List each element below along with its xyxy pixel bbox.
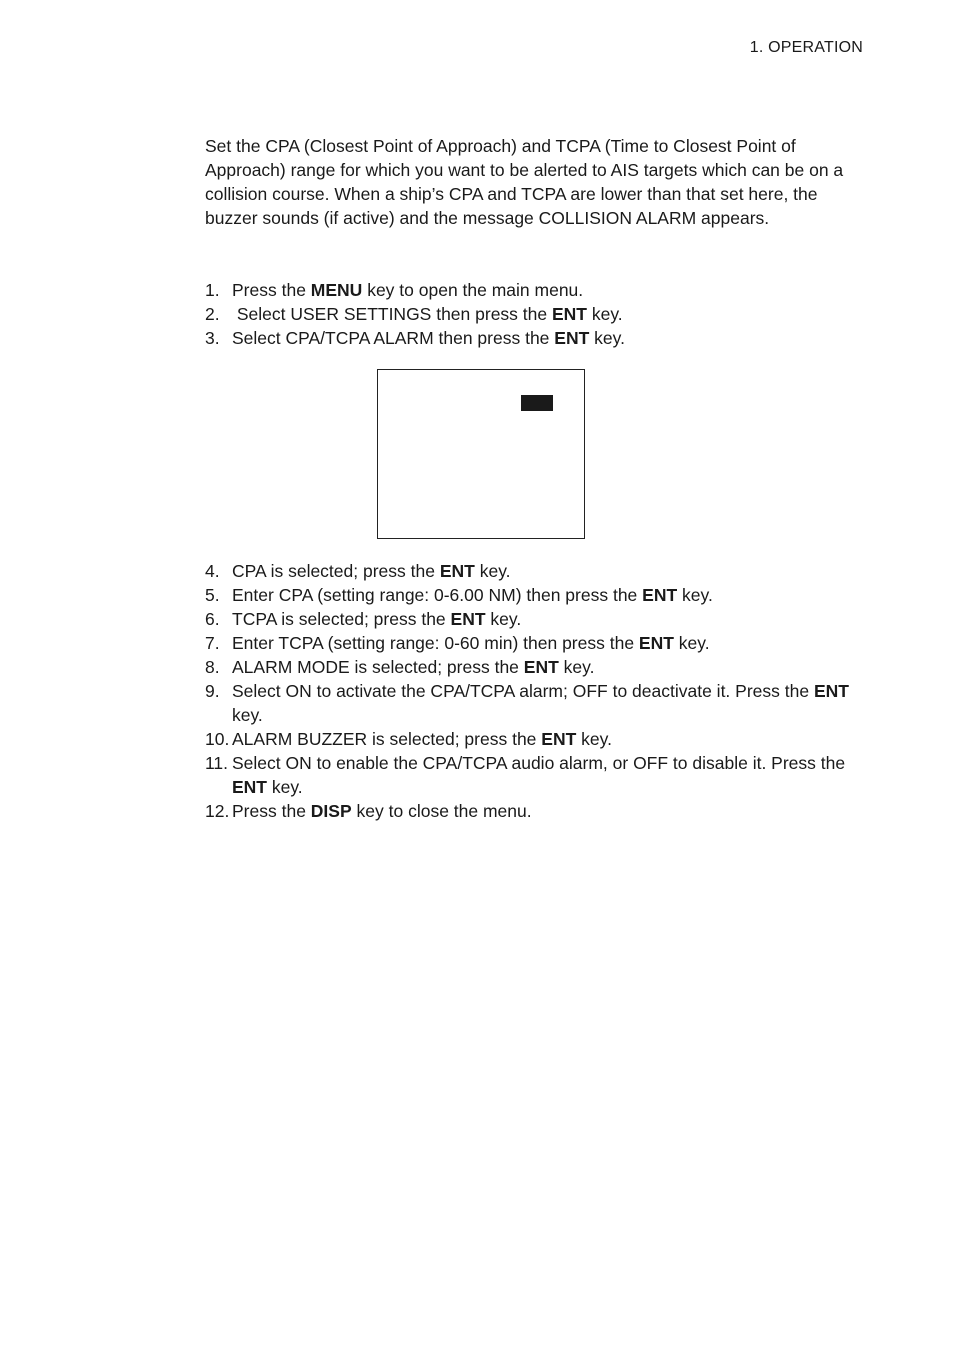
step-number: 9. (205, 681, 220, 701)
step-text (232, 559, 865, 583)
step-text-pre: ALARM BUZZER is selected; press the (232, 729, 542, 749)
step-number: 11. (205, 753, 229, 773)
step-item (205, 799, 865, 823)
step-number: 8. (205, 657, 220, 677)
step-text-post: key. (673, 633, 710, 653)
step-text (232, 631, 865, 655)
step-text (232, 326, 865, 350)
section-header: 1. OPERATION (749, 39, 863, 56)
step-text-post: key. (677, 585, 713, 605)
key-name: ENT (232, 777, 267, 797)
step-text-post: key. (474, 561, 511, 581)
step-text-pre: TCPA is selected; press the (232, 609, 451, 629)
steps-list-2 (205, 559, 865, 823)
key-name: ENT (450, 609, 486, 629)
intro-paragraph: Set the CPA (Closest Point of Approach) and TCPA (Time to Closest Point of Approach) range for which you want to be alerted to AIS targets which can be on a collision course. When a ship’s CPA and TCPA are lower than that set here, the buzzer sounds (if active) and the message COLLISION ALARM appears. (205, 136, 844, 228)
steps-list-1 (205, 278, 865, 350)
key-name: ENT (541, 729, 577, 749)
step-text-post: key to close the menu. (351, 801, 532, 821)
key-name: ENT (638, 633, 674, 653)
step-text (232, 302, 865, 326)
step-number: 3. (205, 328, 220, 348)
step-text (232, 655, 865, 679)
step-text (232, 727, 865, 751)
step-text (232, 799, 865, 823)
step-text-pre: Enter CPA (setting range: 0-6.00 NM) then press the (232, 585, 643, 605)
step-number: 4. (205, 561, 220, 581)
step-text-pre: CPA is selected; press the (232, 561, 440, 581)
key-name: MENU (310, 280, 363, 300)
step-item (205, 583, 865, 607)
step-item (205, 302, 865, 326)
step-number: 2. (205, 304, 220, 324)
step-number: 12. (205, 801, 230, 821)
step-text-post: key. (232, 705, 263, 725)
step-item (205, 727, 865, 751)
step-text-post: key. (485, 609, 522, 629)
key-name: DISP (310, 801, 352, 821)
step-text (232, 278, 865, 302)
key-name: ENT (551, 304, 587, 324)
step-item (205, 607, 865, 631)
key-name: ENT (813, 681, 849, 701)
step-text-pre: Select CPA/TCPA ALARM then press the (232, 328, 555, 348)
step-text-post: key. (267, 777, 303, 797)
step-number: 5. (205, 585, 220, 605)
step-text (232, 751, 865, 799)
step-number: 10. (205, 729, 230, 749)
step-text-pre: ALARM MODE is selected; press the (232, 657, 524, 677)
step-number: 1. (205, 280, 220, 300)
step-item (205, 655, 865, 679)
step-text-pre: Press the (232, 801, 311, 821)
step-text-pre: Select ON to enable the CPA/TCPA audio alarm, or OFF to disable it. Press the (232, 753, 846, 773)
key-name: ENT (523, 657, 559, 677)
key-name: ENT (439, 561, 475, 581)
step-item (205, 278, 865, 302)
step-text (232, 583, 865, 607)
step-text-post: key. (589, 328, 625, 348)
step-text-pre: Select USER SETTINGS then press the (232, 304, 552, 324)
menu-cursor-highlight (521, 395, 553, 411)
step-text (232, 607, 865, 631)
step-text-pre: Select ON to activate the CPA/TCPA alarm; OFF to deactivate it. Press the (232, 681, 814, 701)
step-text-pre: Enter TCPA (setting range: 0-60 min) then press the (232, 633, 639, 653)
step-text-post: key. (576, 729, 612, 749)
step-text (232, 679, 865, 727)
step-text-pre: Press the (232, 280, 311, 300)
menu-screen-figure (377, 369, 585, 539)
step-text-post: key to open the main menu. (362, 280, 584, 300)
key-name: ENT (642, 585, 678, 605)
key-name: ENT (554, 328, 590, 348)
step-item (205, 326, 865, 350)
step-number: 6. (205, 609, 220, 629)
step-item (205, 751, 865, 799)
step-item (205, 679, 865, 727)
step-item (205, 631, 865, 655)
step-item (205, 559, 865, 583)
step-text-post: key. (558, 657, 595, 677)
step-number: 7. (205, 633, 220, 653)
step-text-post: key. (586, 304, 623, 324)
